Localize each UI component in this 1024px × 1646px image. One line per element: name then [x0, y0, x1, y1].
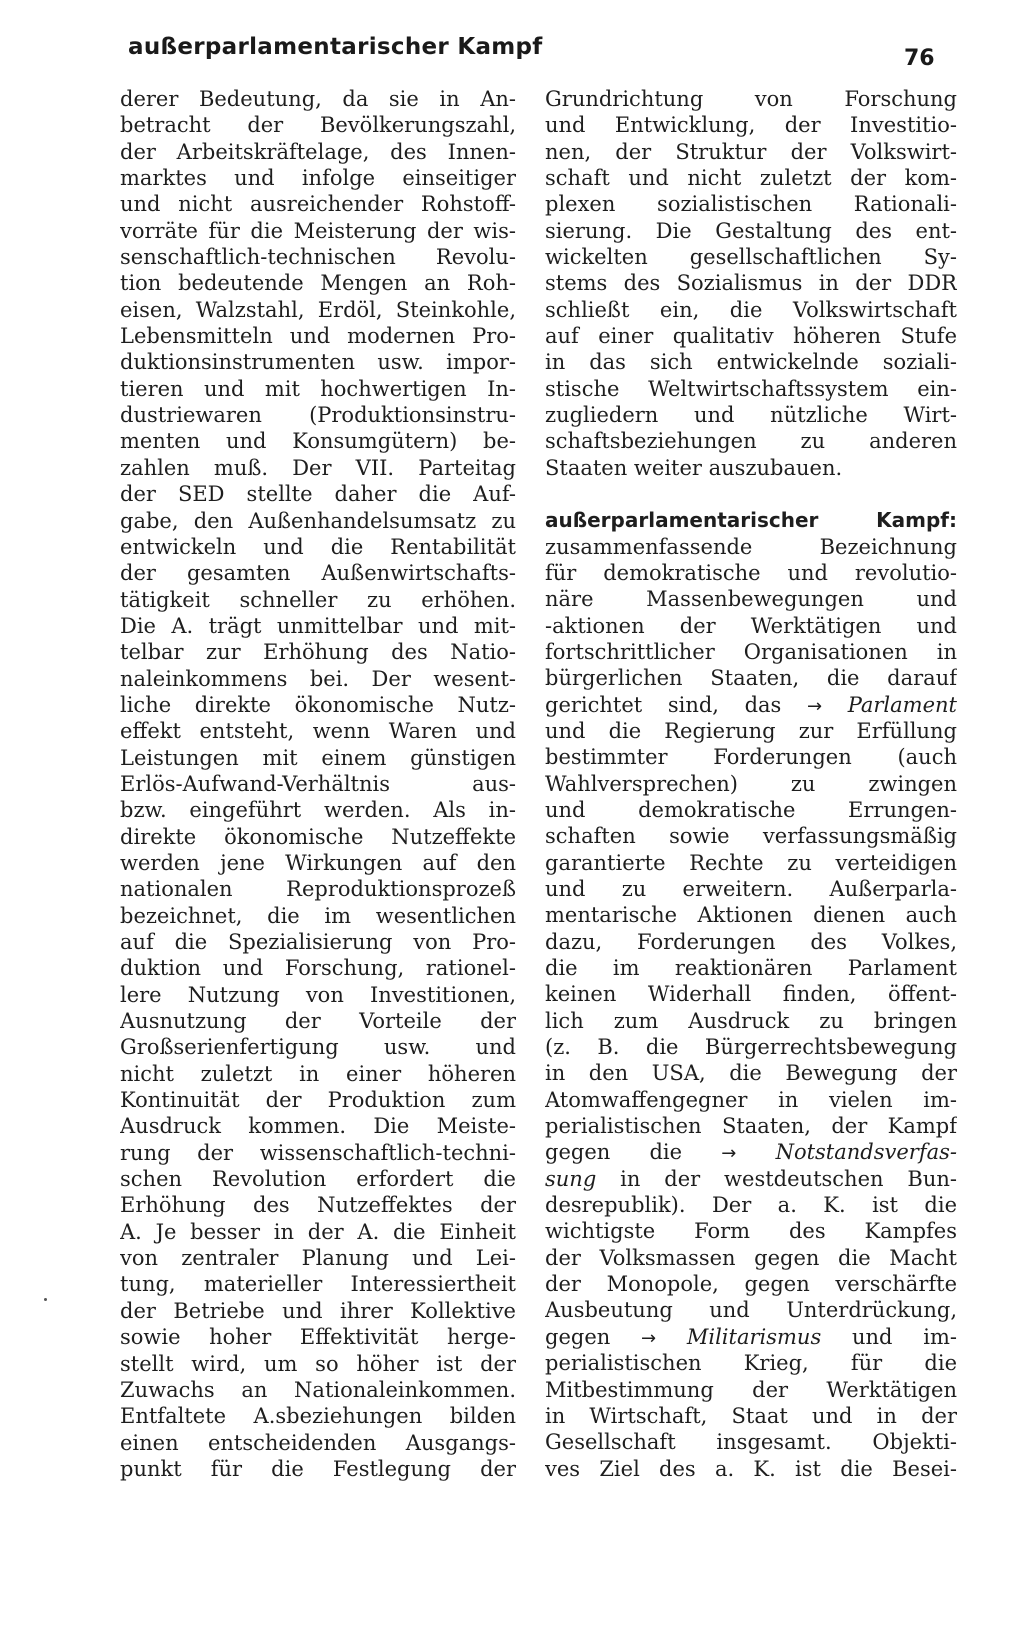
text-line: auf die Spezialisierung von Pro- [120, 930, 516, 954]
text-line: sowie hoher Effektivität herge- [120, 1325, 516, 1350]
text-line: keinen Widerhall finden, öffent- [545, 982, 957, 1007]
text-line: zugliedern und nützliche Wirt- [545, 403, 957, 428]
cross-reference-notstandsverfassung-part2[interactable]: sung [545, 1166, 597, 1191]
text-line: desrepublik). Der a. K. ist die [545, 1193, 957, 1218]
text-line: Kontinuität der Produktion zum [120, 1088, 516, 1113]
text-line: und zu erweitern. Außerparla- [545, 876, 957, 901]
entry-body-part-1 [545, 534, 957, 692]
text-line: lich zum Ausdruck zu bringen [545, 1008, 957, 1033]
text-line: schaft und nicht zuletzt der kom- [545, 166, 957, 191]
text-line: bürgerlichen Staaten, die darauf [545, 666, 957, 691]
text-line: telbar zur Erhöhung des Natio- [120, 640, 516, 665]
text-line: Atomwaffengegner in vielen im- [545, 1087, 957, 1112]
text-fragment: gegen [545, 1324, 611, 1349]
text-line: und nicht ausreichender Rohstoff- [120, 192, 516, 217]
text-line: (z. B. die Bürgerrechtsbewegung [545, 1035, 957, 1060]
text-line: bzw. eingeführt werden. Als in- [120, 798, 516, 823]
text-line: nen, der Struktur der Volkswirt- [545, 139, 957, 164]
text-line: -aktionen der Werktätigen und [545, 613, 957, 638]
text-line: garantierte Rechte zu verteidigen [545, 850, 957, 875]
text-line: eisen, Walzstahl, Erdöl, Steinkohle, [120, 297, 516, 322]
cross-reference-parlament[interactable]: Parlament [847, 692, 957, 717]
text-fragment: gerichtet sind, das [545, 692, 782, 717]
text-line: mentarische Aktionen dienen auch [545, 903, 957, 928]
text-line: Grundrichtung von Forschung [545, 87, 957, 111]
text-line: lere Nutzung von Investitionen, [120, 982, 516, 1007]
text-fragment: in der westdeutschen Bun- [620, 1166, 957, 1191]
text-line: menten und Konsumgütern) be- [120, 429, 516, 454]
text-line: ves Ziel des a. K. ist die Besei- [545, 1456, 957, 1481]
text-line: auf einer qualitativ höheren Stufe [545, 324, 957, 349]
text-line: dustriewaren (Produktionsinstru- [120, 403, 516, 428]
text-line [545, 1324, 957, 1350]
text-line: punkt für die Festlegung der [120, 1456, 516, 1481]
text-line: schen Revolution erfordert die [120, 1167, 516, 1192]
text-line: gabe, den Außenhandelsumsatz zu [120, 508, 516, 533]
text-line: in das sich entwickelnde soziali- [545, 350, 957, 375]
text-line: der gesamten Außenwirtschafts- [120, 561, 516, 586]
text-line: stems des Sozialismus in der DDR [545, 271, 957, 296]
text-line: rung der wissenschaftlich-techni- [120, 1140, 516, 1165]
text-line: stellt wird, um so höher ist der [120, 1351, 516, 1376]
cross-reference-militarismus[interactable]: Militarismus [686, 1324, 822, 1349]
text-line: Entfaltete A.sbeziehungen bilden [120, 1404, 516, 1429]
entry-body-part-2 [545, 718, 957, 1140]
page-number: 76 [904, 46, 935, 71]
left-column [120, 86, 516, 1482]
text-line: der Betriebe und ihrer Kollektive [120, 1298, 516, 1323]
text-line: Ausnutzung der Vorteile der [120, 1009, 516, 1034]
text-line: schließt ein, die Volkswirtschaft [545, 297, 957, 322]
right-column [545, 86, 957, 1482]
running-head: außerparlamentarischer Kampf [128, 34, 543, 60]
text-line: marktes und infolge einseitiger [120, 166, 516, 191]
text-line [545, 692, 957, 718]
text-line: dazu, Forderungen des Volkes, [545, 929, 957, 954]
text-line: Großserienfertigung usw. und [120, 1035, 516, 1060]
text-line: derer Bedeutung, da sie in An- [120, 87, 516, 111]
text-line: Ausbeutung und Unterdrückung, [545, 1298, 957, 1323]
text-line: zusammenfassende Bezeichnung [545, 534, 957, 559]
dictionary-entry [545, 507, 957, 1482]
text-line: fortschrittlicher Organisationen in [545, 639, 957, 664]
text-line: einen entscheidenden Ausgangs- [120, 1430, 516, 1455]
cross-reference-notstandsverfassung-part1[interactable]: Notstandsverfas- [775, 1140, 957, 1165]
text-line: direkte ökonomische Nutzeffekte [120, 824, 516, 849]
text-line: Erhöhung des Nutzeffektes der [120, 1193, 516, 1218]
text-line: Lebensmitteln und modernen Pro- [120, 324, 516, 349]
text-line: für demokratische und revolutio- [545, 560, 957, 585]
entry-body-part-3 [545, 1192, 957, 1324]
text-line: der SED stellte daher die Auf- [120, 482, 516, 507]
text-line: schaften sowie verfassungsmäßig [545, 824, 957, 849]
cross-reference-arrow-icon: → [641, 1327, 657, 1349]
text-line: tätigkeit schneller zu erhöhen. [120, 587, 516, 612]
text-line: bestimmter Forderungen (auch [545, 745, 957, 770]
text-line: nationalen Reproduktionsprozeß [120, 877, 516, 902]
text-line: zahlen muß. Der VII. Parteitag [120, 455, 516, 480]
text-line: wichtigste Form des Kampfes [545, 1219, 957, 1244]
text-line: in den USA, die Bewegung der [545, 1061, 957, 1086]
text-line: perialistischen Staaten, der Kampf [545, 1114, 957, 1139]
text-line: die im reaktionären Parlament [545, 956, 957, 980]
text-line: Ausdruck kommen. Die Meiste- [120, 1114, 516, 1139]
text-line: A. Je besser in der A. die Einheit [120, 1219, 516, 1244]
text-line: und Entwicklung, der Investitio- [545, 113, 957, 138]
text-line: sierung. Die Gestaltung des ent- [545, 218, 957, 243]
text-line: Erlös-Aufwand-Verhältnis aus- [120, 771, 516, 796]
text-line: der Volksmassen gegen die Macht [545, 1245, 957, 1270]
text-line: bezeichnet, die im wesentlichen [120, 903, 516, 928]
text-line: nicht zuletzt in einer höheren [120, 1061, 516, 1086]
text-fragment: und im- [851, 1324, 957, 1349]
text-line: tieren und mit hochwertigen In- [120, 376, 516, 401]
text-line [545, 1166, 957, 1192]
text-line: liche direkte ökonomische Nutz- [120, 692, 516, 717]
entry-headword-line [545, 507, 957, 533]
paper-speck [44, 1298, 47, 1301]
text-line: effekt entsteht, wenn Waren und [120, 719, 516, 744]
text-line: Zuwachs an Nationaleinkommen. [120, 1377, 516, 1402]
text-line: betracht der Bevölkerungszahl, [120, 113, 516, 138]
text-line: duktion und Forschung, rationel- [120, 956, 516, 981]
text-fragment: gegen die [545, 1140, 683, 1165]
cross-reference-arrow-icon: → [721, 1143, 737, 1165]
entry-separator [545, 481, 957, 507]
text-line: näre Massenbewegungen und [545, 587, 957, 612]
text-line: und die Regierung zur Erfüllung [545, 718, 957, 743]
text-line: von zentraler Planung und Lei- [120, 1246, 516, 1271]
text-line: tung, materieller Interessiertheit [120, 1272, 516, 1297]
text-line: stische Weltwirtschaftssystem ein- [545, 376, 957, 401]
text-line: entwickeln und die Rentabilität [120, 534, 516, 559]
text-line: vorräte für die Meisterung der wis- [120, 218, 516, 243]
text-line: Mitbestimmung der Werktätigen [545, 1377, 957, 1402]
text-line [545, 1139, 957, 1165]
text-line: wickelten gesellschaftlichen Sy- [545, 245, 957, 270]
entry-body-part-4 [545, 1350, 957, 1482]
text-line: tion bedeutende Mengen an Roh- [120, 271, 516, 296]
text-line: in Wirtschaft, Staat und in der [545, 1403, 957, 1428]
text-line: naleinkommens bei. Der wesent- [120, 666, 516, 691]
text-line: duktionsinstrumenten usw. impor- [120, 350, 516, 375]
text-line: Die A. trägt unmittelbar und mit- [120, 613, 516, 638]
text-line: Wahlversprechen) zu zwingen [545, 771, 957, 796]
cross-reference-arrow-icon: → [806, 695, 823, 717]
text-line: der Arbeitskräftelage, des Innen- [120, 139, 516, 164]
text-line: der Monopole, gegen verschärfte [545, 1272, 957, 1297]
text-line: Gesellschaft insgesamt. Objekti- [545, 1430, 957, 1455]
text-line: Leistungen mit einem günstigen [120, 745, 516, 770]
text-line: Staaten weiter auszubauen. [545, 455, 843, 480]
text-line: und demokratische Errungen- [545, 797, 957, 822]
text-line: schaftsbeziehungen zu anderen [545, 429, 957, 454]
continued-entry-text [545, 86, 957, 481]
entry-headword: außerparlamentarischer Kampf: [545, 508, 957, 533]
text-line: senschaftlich-technischen Revolu- [120, 245, 516, 270]
text-line: werden jene Wirkungen auf den [120, 850, 516, 875]
text-line: plexen sozialistischen Rationali- [545, 192, 957, 217]
text-line: perialistischen Krieg, für die [545, 1351, 957, 1376]
